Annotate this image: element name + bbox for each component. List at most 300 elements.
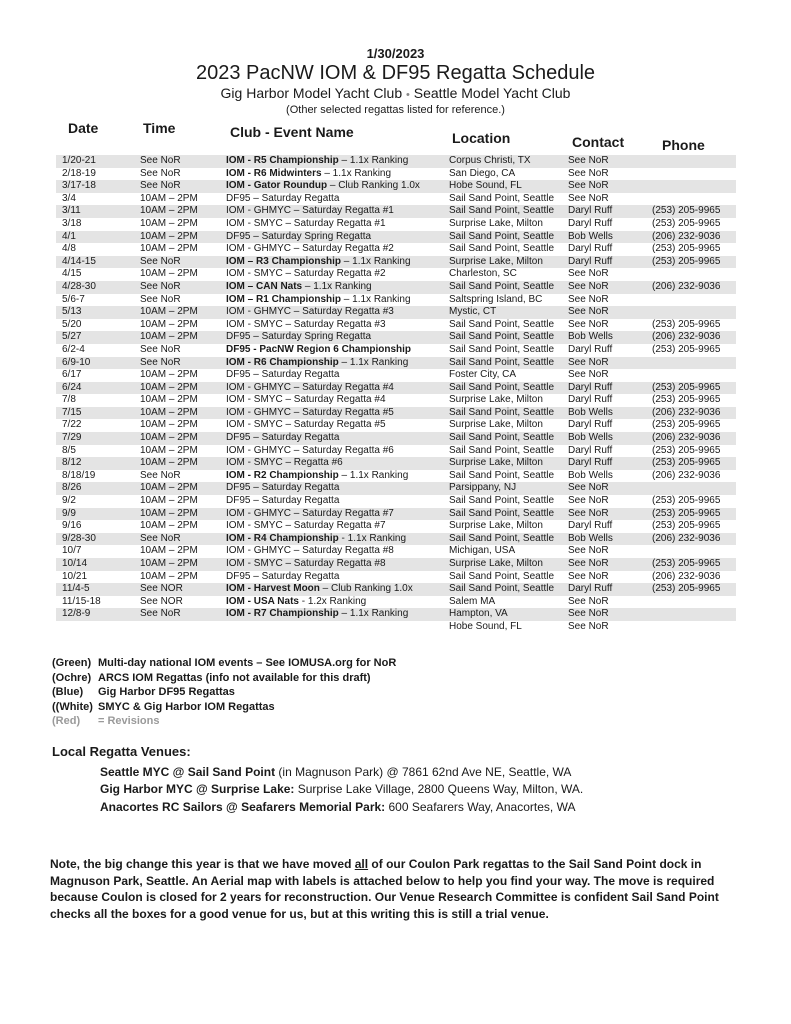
cell-location: Sail Sand Point, Seattle (449, 381, 555, 393)
column-header-event: Club - Event Name (230, 124, 354, 140)
cell-contact: Bob Wells (568, 230, 613, 242)
table-row (56, 571, 736, 584)
event-detail: DF95 – Saturday Spring Regatta (226, 230, 372, 242)
cell-contact: See NoR (568, 620, 609, 632)
table-row (56, 407, 736, 420)
club-name-seattle: Seattle Model Yacht Club (413, 85, 571, 101)
cell-location: Hampton, VA (449, 608, 508, 620)
cell-time: See NoR (140, 469, 181, 481)
cell-event (226, 482, 451, 495)
cell-date: 9/16 (62, 520, 82, 532)
cell-date: 6/2-4 (62, 343, 85, 355)
document-date: 1/30/2023 (366, 46, 425, 61)
cell-event (226, 268, 451, 281)
event-detail: – Club Ranking 1.0x (319, 583, 413, 595)
column-header-contact: Contact (572, 134, 625, 150)
cell-contact: Daryl Ruff (568, 343, 613, 355)
venue-name: Seattle MYC @ Sail Sand Point (100, 765, 276, 779)
cell-location: Sail Sand Point, Seattle (449, 507, 555, 519)
table-row (56, 357, 736, 370)
venue-address: Surprise Lake Village, 2800 Queens Way, Milton, WA. (294, 782, 584, 796)
legend-item (52, 714, 396, 729)
event-name: IOM - R4 Championship (226, 532, 339, 544)
cell-location: Charleston, SC (449, 268, 517, 280)
table-row (56, 331, 736, 344)
event-name: IOM - R7 Championship (226, 608, 339, 620)
cell-location: Sail Sand Point, Seattle (449, 356, 555, 368)
event-detail: IOM - SMYC – Saturday Regatta #7 (226, 520, 386, 532)
cell-date: 3/11 (62, 205, 81, 217)
cell-time: See NoR (140, 180, 181, 192)
cell-event (226, 432, 451, 445)
table-row (56, 256, 736, 269)
cell-phone: (253) 205-9965 (652, 444, 721, 456)
cell-location: San Diego, CA (449, 167, 516, 179)
cell-time: See NoR (140, 167, 181, 179)
event-name: DF95 - PacNW Region 6 Championship (226, 343, 412, 355)
cell-contact: See NoR (568, 595, 609, 607)
cell-contact: Bob Wells (568, 406, 613, 418)
event-detail: – 1.1x Ranking (341, 293, 411, 305)
cell-date: 11/4-5 (62, 583, 90, 595)
cell-phone: (253) 205-9965 (652, 255, 721, 267)
table-row (56, 394, 736, 407)
cell-contact: Daryl Ruff (568, 583, 613, 595)
cell-date: 7/29 (62, 432, 82, 444)
cell-contact: Daryl Ruff (568, 217, 613, 229)
cell-location: Sail Sand Point, Seattle (449, 243, 555, 255)
cell-location: Sail Sand Point, Seattle (449, 495, 555, 507)
cell-event (226, 205, 451, 218)
venues-heading: Local Regatta Venues: (52, 744, 191, 759)
cell-contact: See NoR (568, 280, 609, 292)
cell-phone: (253) 205-9965 (652, 394, 721, 406)
cell-time: 10AM – 2PM (140, 318, 198, 330)
legend-text: SMYC & Gig Harbor IOM Regattas (98, 700, 275, 713)
cell-event (226, 407, 451, 420)
cell-date: 4/15 (62, 268, 82, 280)
cell-phone: (253) 205-9965 (652, 457, 721, 469)
cell-time: 10AM – 2PM (140, 570, 198, 582)
event-name: IOM – R1 Championship (226, 293, 342, 305)
event-name: IOM – CAN Nats (226, 280, 303, 292)
cell-contact: See NoR (568, 356, 609, 368)
cell-contact: Daryl Ruff (568, 394, 613, 406)
cell-date: 7/22 (62, 419, 82, 431)
cell-phone: (253) 205-9965 (652, 419, 721, 431)
table-row (56, 306, 736, 319)
cell-date: 3/17-18 (62, 180, 96, 192)
table-row (56, 508, 736, 521)
cell-time: See NoR (140, 532, 181, 544)
cell-date: 5/27 (62, 331, 82, 343)
cell-date: 5/6-7 (62, 293, 85, 305)
cell-time: 10AM – 2PM (140, 331, 198, 343)
note-text-end: of our Coulon Park regattas to the Sail Sand Point dock in Magnuson Park, Seattle. An Aerial map with labels is attached below to help you find your way. The move is required because Coulon is closed for 2 years for reconstruction. Our Venue Research Committee is confident Sail Sand Point checks all the boxes for a good venue for us, but at this writing this is still a trial venue. (50, 857, 719, 921)
cell-location: Surprise Lake, Milton (449, 457, 543, 469)
cell-phone: (253) 205-9965 (652, 243, 721, 255)
column-header-date: Date (68, 120, 99, 136)
cell-contact: See NoR (568, 608, 609, 620)
event-name: IOM - R5 Championship (226, 155, 339, 166)
cell-contact: See NoR (568, 167, 609, 179)
table-row (56, 231, 736, 244)
cell-time: 10AM – 2PM (140, 243, 198, 255)
cell-location: Sail Sand Point, Seattle (449, 318, 555, 330)
cell-date: 5/13 (62, 306, 82, 318)
cell-location: Sail Sand Point, Seattle (449, 583, 555, 595)
cell-time: 10AM – 2PM (140, 394, 198, 406)
event-detail: IOM - SMYC – Saturday Regatta #8 (226, 558, 386, 569)
event-detail: – 1.1x Ranking (338, 608, 409, 620)
table-row (56, 445, 736, 458)
cell-time: See NOR (140, 583, 183, 595)
schedule-table (56, 155, 736, 634)
cell-time: 10AM – 2PM (140, 507, 198, 519)
event-detail: – 1.1x Ranking (321, 167, 392, 179)
event-detail: IOM - SMYC – Saturday Regatta #5 (226, 419, 386, 431)
cell-date: 4/1 (62, 230, 76, 242)
cell-event (226, 155, 451, 168)
table-row (56, 596, 736, 609)
cell-event (226, 545, 451, 558)
cell-location: Parsippany, NJ (449, 482, 517, 494)
cell-contact: See NoR (568, 180, 609, 192)
page-title: 2023 PacNW IOM & DF95 Regatta Schedule (195, 62, 596, 84)
cell-contact: See NoR (568, 268, 609, 280)
cell-date: 1/20-21 (62, 155, 96, 166)
cell-event (226, 243, 451, 256)
cell-event (226, 331, 451, 344)
event-name: IOM - Gator Roundup (226, 180, 328, 192)
venue-anacortes (100, 800, 575, 814)
table-row (56, 344, 736, 357)
cell-time: 10AM – 2PM (140, 495, 198, 507)
cell-event (226, 533, 451, 546)
event-detail: IOM - GHMYC – Saturday Regatta #4 (226, 381, 394, 393)
cell-date: 8/18/19 (62, 469, 96, 481)
cell-contact: See NoR (568, 192, 609, 204)
table-row (56, 319, 736, 332)
cell-location: Hobe Sound, FL (449, 180, 522, 192)
cell-phone: (206) 232-9036 (652, 331, 721, 343)
event-detail: – 1.1x Ranking (338, 155, 409, 166)
cell-event (226, 319, 451, 332)
cell-contact: See NoR (568, 369, 609, 381)
table-row (56, 583, 736, 596)
cell-phone: (253) 205-9965 (652, 495, 721, 507)
cell-date: 8/12 (62, 457, 82, 469)
event-name: IOM - Harvest Moon (226, 583, 320, 595)
cell-contact: See NoR (568, 495, 609, 507)
event-name: IOM - R6 Midwinters (226, 167, 322, 179)
cell-time: See NoR (140, 356, 181, 368)
cell-contact: Daryl Ruff (568, 255, 613, 267)
cell-contact: Daryl Ruff (568, 457, 613, 469)
cell-location: Saltspring Island, BC (449, 293, 543, 305)
event-detail: IOM - SMYC – Regatta #6 (226, 457, 343, 469)
cell-date: 11/15-18 (62, 595, 101, 607)
cell-event (226, 419, 451, 432)
cell-contact: Bob Wells (568, 532, 613, 544)
table-row (56, 243, 736, 256)
table-row (56, 294, 736, 307)
event-detail: IOM - GHMYC – Saturday Regatta #3 (226, 306, 394, 318)
venue-address: (in Magnuson Park) @ 7861 62nd Ave NE, Seattle, WA (275, 765, 572, 779)
table-row (56, 495, 736, 508)
legend-text: Multi-day national IOM events – See IOMUSA.org for NoR (98, 657, 397, 669)
reference-note: (Other selected regattas listed for reference.) (286, 104, 505, 116)
cell-location: Sail Sand Point, Seattle (449, 444, 555, 456)
table-row (56, 268, 736, 281)
cell-event (226, 231, 451, 244)
cell-location: Sail Sand Point, Seattle (449, 331, 555, 343)
cell-date: 5/20 (62, 318, 82, 330)
venue-name: Anacortes RC Sailors @ Seafarers Memorial Park: (100, 800, 386, 814)
legend-key: (Ochre) (52, 671, 92, 684)
cell-location: Surprise Lake, Milton (449, 255, 543, 267)
cell-contact: Bob Wells (568, 469, 613, 481)
cell-phone: (253) 205-9965 (652, 583, 721, 595)
cell-date: 9/2 (62, 495, 76, 507)
table-row (56, 608, 736, 621)
event-detail: IOM - GHMYC – Saturday Regatta #2 (226, 243, 394, 255)
color-legend (52, 656, 396, 729)
cell-contact: Daryl Ruff (568, 205, 613, 217)
cell-date: 6/24 (62, 381, 82, 393)
event-detail: IOM - GHMYC – Saturday Regatta #7 (226, 507, 394, 519)
column-header-phone: Phone (662, 137, 705, 153)
cell-contact: Daryl Ruff (568, 520, 613, 532)
cell-event (226, 369, 451, 382)
legend-key: (Green) (52, 657, 92, 669)
legend-item (52, 685, 396, 700)
cell-date: 4/8 (62, 243, 76, 255)
cell-contact: See NoR (568, 558, 609, 569)
cell-date: 7/15 (62, 406, 82, 418)
event-detail: IOM - GHMYC – Saturday Regatta #1 (226, 205, 394, 217)
venue-name: Gig Harbor MYC @ Surprise Lake: (100, 782, 295, 796)
cell-date: 3/18 (62, 217, 82, 229)
cell-event (226, 218, 451, 231)
table-row (56, 205, 736, 218)
event-detail: IOM - GHMYC – Saturday Regatta #8 (226, 545, 394, 557)
legend-item (52, 656, 396, 671)
cell-location: Hobe Sound, FL (449, 620, 522, 632)
cell-date: 9/9 (62, 507, 76, 519)
cell-contact: Daryl Ruff (568, 444, 613, 456)
cell-contact: Daryl Ruff (568, 381, 613, 393)
legend-text: ARCS IOM Regattas (info not available for this draft) (98, 671, 371, 684)
cell-event (226, 382, 451, 395)
legend-item (52, 671, 396, 686)
legend-key: (Blue) (52, 686, 84, 698)
cell-date: 10/14 (62, 558, 88, 569)
table-row (56, 621, 736, 634)
cell-contact: See NoR (568, 318, 609, 330)
event-detail: IOM - SMYC – Saturday Regatta #1 (226, 217, 386, 229)
cell-location: Surprise Lake, Milton (449, 419, 543, 431)
cell-location: Sail Sand Point, Seattle (449, 192, 555, 204)
cell-time: 10AM – 2PM (140, 381, 198, 393)
cell-time: 10AM – 2PM (140, 268, 198, 280)
cell-phone: (253) 205-9965 (652, 558, 721, 569)
event-name: IOM - USA Nats (226, 595, 299, 607)
cell-date: 9/28-30 (62, 532, 96, 544)
cell-event (226, 583, 451, 596)
cell-location: Surprise Lake, Milton (449, 217, 543, 229)
legend-key: (Red) (52, 715, 81, 727)
event-detail: DF95 – Saturday Regatta (226, 482, 340, 494)
cell-event (226, 294, 451, 307)
cell-location: Surprise Lake, Milton (449, 558, 543, 569)
cell-time: 10AM – 2PM (140, 520, 198, 532)
table-row (56, 218, 736, 231)
table-row (56, 281, 736, 294)
cell-contact: See NoR (568, 293, 609, 305)
cell-event (226, 445, 451, 458)
cell-time: 10AM – 2PM (140, 369, 198, 381)
cell-time: 10AM – 2PM (140, 230, 198, 242)
cell-time: 10AM – 2PM (140, 545, 198, 557)
cell-event (226, 571, 451, 584)
bullet-separator: • (406, 89, 410, 101)
cell-phone: (253) 205-9965 (652, 318, 721, 330)
cell-location: Sail Sand Point, Seattle (449, 230, 555, 242)
legend-item (52, 700, 396, 715)
event-detail: DF95 – Saturday Regatta (226, 369, 340, 381)
cell-event (226, 508, 451, 521)
cell-phone: (253) 205-9965 (652, 381, 721, 393)
table-row (56, 482, 736, 495)
event-detail: – 1.1x Ranking (338, 356, 409, 368)
column-header-location: Location (452, 130, 511, 146)
cell-event (226, 306, 451, 319)
cell-time: 10AM – 2PM (140, 432, 198, 444)
table-row (56, 180, 736, 193)
cell-date: 10/7 (62, 545, 82, 557)
table-row (56, 155, 736, 168)
table-row (56, 369, 736, 382)
note-text-start: Note, the big change this year is that we have moved (50, 857, 355, 871)
cell-contact: See NoR (568, 306, 609, 318)
cell-location: Michigan, USA (449, 545, 516, 557)
cell-location: Corpus Christi, TX (449, 155, 531, 166)
cell-time: See NoR (140, 280, 181, 292)
cell-contact: See NoR (568, 482, 609, 494)
cell-event (226, 608, 451, 621)
cell-time: 10AM – 2PM (140, 457, 198, 469)
cell-event (226, 168, 451, 181)
cell-time: 10AM – 2PM (140, 419, 198, 431)
cell-time: See NoR (140, 343, 181, 355)
event-detail: IOM - GHMYC – Saturday Regatta #6 (226, 444, 394, 456)
event-detail: IOM - SMYC – Saturday Regatta #2 (226, 268, 386, 280)
cell-phone: (253) 205-9965 (652, 507, 721, 519)
cell-location: Sail Sand Point, Seattle (449, 432, 555, 444)
cell-date: 3/4 (62, 192, 76, 204)
cell-time: 10AM – 2PM (140, 192, 198, 204)
cell-location: Sail Sand Point, Seattle (449, 343, 555, 355)
cell-time: 10AM – 2PM (140, 444, 198, 456)
cell-time: See NoR (140, 293, 181, 305)
event-detail: IOM - GHMYC – Saturday Regatta #5 (226, 406, 394, 418)
cell-date: 10/21 (62, 570, 88, 582)
legend-text: Gig Harbor DF95 Regattas (98, 686, 235, 698)
cell-location: Sail Sand Point, Seattle (449, 469, 555, 481)
event-detail: IOM - SMYC – Saturday Regatta #3 (226, 318, 386, 330)
cell-event (226, 357, 451, 370)
cell-event (226, 180, 451, 193)
legend-text: = Revisions (98, 715, 160, 727)
cell-contact: Bob Wells (568, 331, 613, 343)
cell-location: Sail Sand Point, Seattle (449, 406, 555, 418)
cell-phone: (206) 232-9036 (652, 406, 721, 418)
cell-phone: (206) 232-9036 (652, 469, 721, 481)
cell-location: Surprise Lake, Milton (449, 394, 543, 406)
cell-location: Foster City, CA (449, 369, 517, 381)
cell-event (226, 520, 451, 533)
cell-phone: (206) 232-9036 (652, 570, 721, 582)
cell-date: 4/14-15 (62, 255, 96, 267)
cell-date: 6/17 (62, 369, 82, 381)
table-row (56, 520, 736, 533)
cell-phone: (253) 205-9965 (652, 205, 721, 217)
venue-seattle (100, 765, 571, 779)
cell-time: See NOR (140, 595, 183, 607)
cell-contact: See NoR (568, 545, 609, 557)
event-detail: DF95 – Saturday Regatta (226, 495, 340, 507)
cell-time: 10AM – 2PM (140, 482, 198, 494)
event-detail: DF95 – Saturday Spring Regatta (226, 331, 372, 343)
cell-location: Sail Sand Point, Seattle (449, 205, 555, 217)
event-detail: – 1.1x Ranking (341, 255, 411, 267)
cell-contact: See NoR (568, 507, 609, 519)
cell-time: See NoR (140, 608, 181, 620)
event-detail: DF95 – Saturday Regatta (226, 432, 340, 444)
cell-contact: Daryl Ruff (568, 419, 613, 431)
cell-date: 2/18-19 (62, 167, 96, 179)
table-row (56, 432, 736, 445)
cell-date: 7/8 (62, 394, 76, 406)
event-name: IOM - R2 Championship (226, 469, 339, 481)
table-row (56, 457, 736, 470)
event-detail: - 1.1x Ranking (338, 532, 407, 544)
cell-time: 10AM – 2PM (140, 406, 198, 418)
cell-contact: See NoR (568, 570, 609, 582)
cell-time: 10AM – 2PM (140, 217, 198, 229)
cell-date: 8/26 (62, 482, 82, 494)
event-detail: IOM - SMYC – Saturday Regatta #4 (226, 394, 386, 406)
cell-contact: See NoR (568, 155, 609, 166)
table-row (56, 168, 736, 181)
cell-event (226, 495, 451, 508)
event-detail: DF95 – Saturday Regatta (226, 192, 340, 204)
table-row (56, 470, 736, 483)
legend-key: ((White) (52, 700, 93, 713)
event-detail: - 1.2x Ranking (298, 595, 367, 607)
cell-date: 12/8-9 (62, 608, 91, 620)
column-header-time: Time (143, 120, 176, 136)
cell-phone: (206) 232-9036 (652, 532, 721, 544)
cell-event (226, 470, 451, 483)
cell-time: 10AM – 2PM (140, 558, 198, 569)
cell-phone: (206) 232-9036 (652, 280, 721, 292)
table-row (56, 533, 736, 546)
event-detail: – 1.1x Ranking (302, 280, 372, 292)
cell-location: Sail Sand Point, Seattle (449, 532, 555, 544)
venue-gig-harbor (100, 782, 583, 796)
